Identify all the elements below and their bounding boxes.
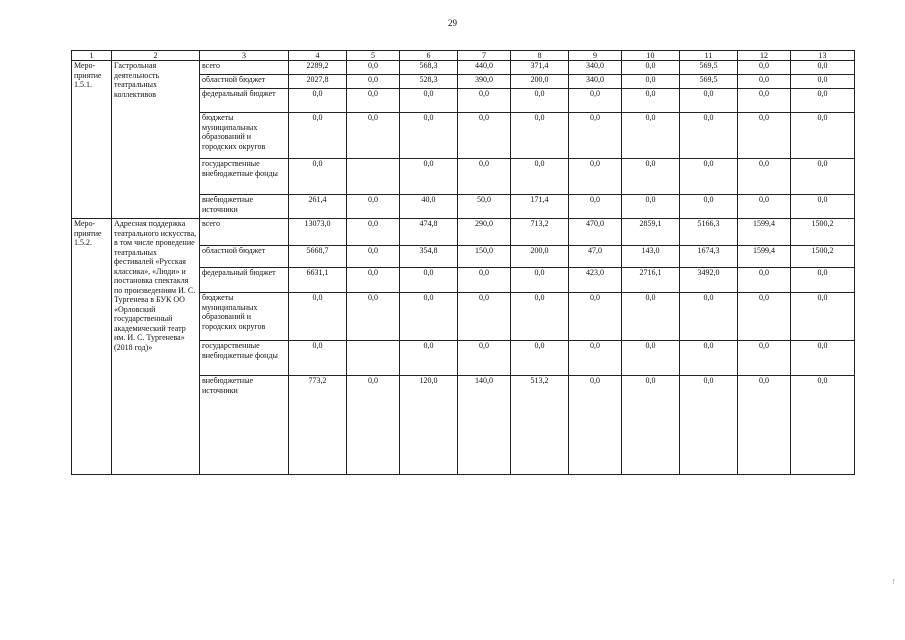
funding-source: областной бюджет — [200, 246, 289, 268]
amount-cell: 423,0 — [569, 268, 622, 293]
amount-cell: 0,0 — [458, 89, 511, 113]
amount-cell: 528,3 — [400, 75, 458, 89]
funding-source: бюджеты муниципальных образований и городских округов — [200, 113, 289, 159]
amount-cell: 0,0 — [511, 268, 569, 293]
amount-cell: 0,0 — [791, 113, 855, 159]
amount-cell: 2027,8 — [289, 75, 347, 89]
amount-cell: 0,0 — [569, 293, 622, 341]
amount-cell: 0,0 — [347, 113, 400, 159]
amount-cell: 5166,3 — [680, 219, 738, 246]
funding-source: всего — [200, 61, 289, 75]
amount-cell: 0,0 — [347, 268, 400, 293]
amount-cell: 0,0 — [458, 159, 511, 195]
funding-source: областной бюджет — [200, 75, 289, 89]
amount-cell: 0,0 — [511, 159, 569, 195]
funding-source: бюджеты муниципальных образований и городских округов — [200, 293, 289, 341]
funding-source: федеральный бюджет — [200, 268, 289, 293]
amount-cell: 1599,4 — [738, 246, 791, 268]
measure-code: Меро- приятие 1.5.1. — [72, 61, 112, 219]
amount-cell: 0,0 — [400, 89, 458, 113]
amount-cell: 0,0 — [680, 113, 738, 159]
column-number: 11 — [680, 51, 738, 61]
amount-cell — [347, 159, 400, 195]
amount-cell: 0,0 — [680, 159, 738, 195]
amount-cell: 0,0 — [791, 341, 855, 376]
amount-cell: 2716,1 — [622, 268, 680, 293]
amount-cell: 0,0 — [738, 61, 791, 75]
amount-cell: 1674,3 — [680, 246, 738, 268]
amount-cell: 470,0 — [569, 219, 622, 246]
amount-cell: 0,0 — [738, 376, 791, 475]
amount-cell: 1599,4 — [738, 219, 791, 246]
amount-cell: 120,0 — [400, 376, 458, 475]
column-number: 6 — [400, 51, 458, 61]
amount-cell: 0,0 — [791, 75, 855, 89]
column-number-row — [72, 51, 855, 61]
amount-cell: 0,0 — [400, 341, 458, 376]
amount-cell: 2289,2 — [289, 61, 347, 75]
amount-cell: 0,0 — [569, 376, 622, 475]
funding-source: государственные внебюджетные фонды — [200, 159, 289, 195]
amount-cell: 0,0 — [289, 113, 347, 159]
amount-cell: 569,5 — [680, 75, 738, 89]
amount-cell: 200,0 — [511, 75, 569, 89]
amount-cell: 2859,1 — [622, 219, 680, 246]
amount-cell: 0,0 — [791, 61, 855, 75]
amount-cell: 0,0 — [791, 293, 855, 341]
amount-cell: 0,0 — [680, 89, 738, 113]
column-number: 9 — [569, 51, 622, 61]
amount-cell: 0,0 — [680, 376, 738, 475]
measure-title: Адресная поддержка театрального искусства, в том числе проведение театральных фестивалей «Русская классика», «Люди» и постановка спектакля по произведениям И. С. Тургенева в БУК ОО «Орловский государственный академический театр им. И. С. Тургенева» (2018 год)» — [112, 219, 200, 475]
amount-cell: 0,0 — [289, 159, 347, 195]
amount-cell: 0,0 — [622, 376, 680, 475]
amount-cell: 0,0 — [791, 195, 855, 219]
amount-cell: 0,0 — [738, 268, 791, 293]
amount-cell: 440,0 — [458, 61, 511, 75]
amount-cell: 1500,2 — [791, 246, 855, 268]
amount-cell: 0,0 — [622, 75, 680, 89]
amount-cell: 340,0 — [569, 75, 622, 89]
amount-cell: 0,0 — [458, 268, 511, 293]
column-number: 1 — [72, 51, 112, 61]
table-row — [72, 219, 855, 246]
column-number: 10 — [622, 51, 680, 61]
amount-cell: 513,2 — [511, 376, 569, 475]
amount-cell: 0,0 — [738, 195, 791, 219]
amount-cell: 171,4 — [511, 195, 569, 219]
amount-cell: 568,3 — [400, 61, 458, 75]
column-number: 13 — [791, 51, 855, 61]
amount-cell: 50,0 — [458, 195, 511, 219]
column-number: 3 — [200, 51, 289, 61]
table-row — [72, 61, 855, 75]
amount-cell: 0,0 — [622, 61, 680, 75]
amount-cell: 0,0 — [458, 341, 511, 376]
measure-title: Гастрольная деятельность театральных коллективов — [112, 61, 200, 219]
amount-cell: 0,0 — [347, 293, 400, 341]
amount-cell: 0,0 — [458, 113, 511, 159]
amount-cell: 0,0 — [289, 89, 347, 113]
amount-cell: 0,0 — [622, 341, 680, 376]
amount-cell: 47,0 — [569, 246, 622, 268]
column-number: 5 — [347, 51, 400, 61]
column-number: 12 — [738, 51, 791, 61]
amount-cell: 0,0 — [289, 293, 347, 341]
amount-cell: 0,0 — [791, 268, 855, 293]
amount-cell: 0,0 — [738, 75, 791, 89]
budget-table — [71, 50, 855, 475]
amount-cell: 0,0 — [622, 113, 680, 159]
funding-source: внебюджетные источники — [200, 195, 289, 219]
amount-cell: 474,8 — [400, 219, 458, 246]
amount-cell: 0,0 — [347, 195, 400, 219]
amount-cell: 40,0 — [400, 195, 458, 219]
amount-cell: 0,0 — [511, 89, 569, 113]
amount-cell: 0,0 — [400, 293, 458, 341]
amount-cell: 0,0 — [347, 376, 400, 475]
amount-cell: 0,0 — [347, 89, 400, 113]
amount-cell: 371,4 — [511, 61, 569, 75]
amount-cell: 290,0 — [458, 219, 511, 246]
column-number: 8 — [511, 51, 569, 61]
amount-cell: 0,0 — [791, 376, 855, 475]
funding-source: всего — [200, 219, 289, 246]
column-number: 2 — [112, 51, 200, 61]
amount-cell: 0,0 — [347, 219, 400, 246]
amount-cell: 0,0 — [347, 75, 400, 89]
amount-cell: 0,0 — [569, 159, 622, 195]
amount-cell: 261,4 — [289, 195, 347, 219]
amount-cell: 0,0 — [569, 89, 622, 113]
amount-cell: 0,0 — [738, 159, 791, 195]
amount-cell: 0,0 — [569, 195, 622, 219]
amount-cell: 0,0 — [511, 293, 569, 341]
amount-cell: 13073,0 — [289, 219, 347, 246]
amount-cell: 0,0 — [622, 195, 680, 219]
measure-code: Меро- приятие 1.5.2. — [72, 219, 112, 475]
amount-cell: 0,0 — [400, 159, 458, 195]
column-number: 7 — [458, 51, 511, 61]
amount-cell: 0,0 — [569, 341, 622, 376]
amount-cell: 0,0 — [680, 195, 738, 219]
amount-cell: 569,5 — [680, 61, 738, 75]
amount-cell: 6631,1 — [289, 268, 347, 293]
amount-cell: 0,0 — [738, 113, 791, 159]
amount-cell: 354,8 — [400, 246, 458, 268]
funding-source: федеральный бюджет — [200, 89, 289, 113]
amount-cell: 200,0 — [511, 246, 569, 268]
amount-cell: 143,0 — [622, 246, 680, 268]
amount-cell: 0,0 — [791, 89, 855, 113]
amount-cell: 773,2 — [289, 376, 347, 475]
amount-cell: 0,0 — [400, 268, 458, 293]
amount-cell: 0,0 — [511, 113, 569, 159]
amount-cell: 390,0 — [458, 75, 511, 89]
amount-cell: 0,0 — [289, 341, 347, 376]
amount-cell: 0,0 — [622, 293, 680, 341]
funding-source: внебюджетные источники — [200, 376, 289, 475]
amount-cell: 0,0 — [680, 341, 738, 376]
amount-cell — [347, 341, 400, 376]
amount-cell: 150,0 — [458, 246, 511, 268]
amount-cell: 5668,7 — [289, 246, 347, 268]
column-number: 4 — [289, 51, 347, 61]
amount-cell: 140,0 — [458, 376, 511, 475]
amount-cell: 3492,0 — [680, 268, 738, 293]
amount-cell: 340,0 — [569, 61, 622, 75]
amount-cell: 0,0 — [680, 293, 738, 341]
amount-cell: 0,0 — [738, 89, 791, 113]
amount-cell: 1500,2 — [791, 219, 855, 246]
amount-cell: 0,0 — [622, 89, 680, 113]
amount-cell: 0,0 — [511, 341, 569, 376]
amount-cell: 0,0 — [347, 246, 400, 268]
amount-cell: 0,0 — [458, 293, 511, 341]
amount-cell: 0,0 — [791, 159, 855, 195]
amount-cell: 0,0 — [622, 159, 680, 195]
amount-cell: 713,2 — [511, 219, 569, 246]
margin-mark: ! — [892, 578, 895, 586]
funding-source: государственные внебюджетные фонды — [200, 341, 289, 376]
amount-cell: 0,0 — [738, 293, 791, 341]
amount-cell: 0,0 — [347, 61, 400, 75]
page-number: 29 — [448, 18, 457, 28]
amount-cell: 0,0 — [738, 341, 791, 376]
amount-cell: 0,0 — [569, 113, 622, 159]
amount-cell: 0,0 — [400, 113, 458, 159]
